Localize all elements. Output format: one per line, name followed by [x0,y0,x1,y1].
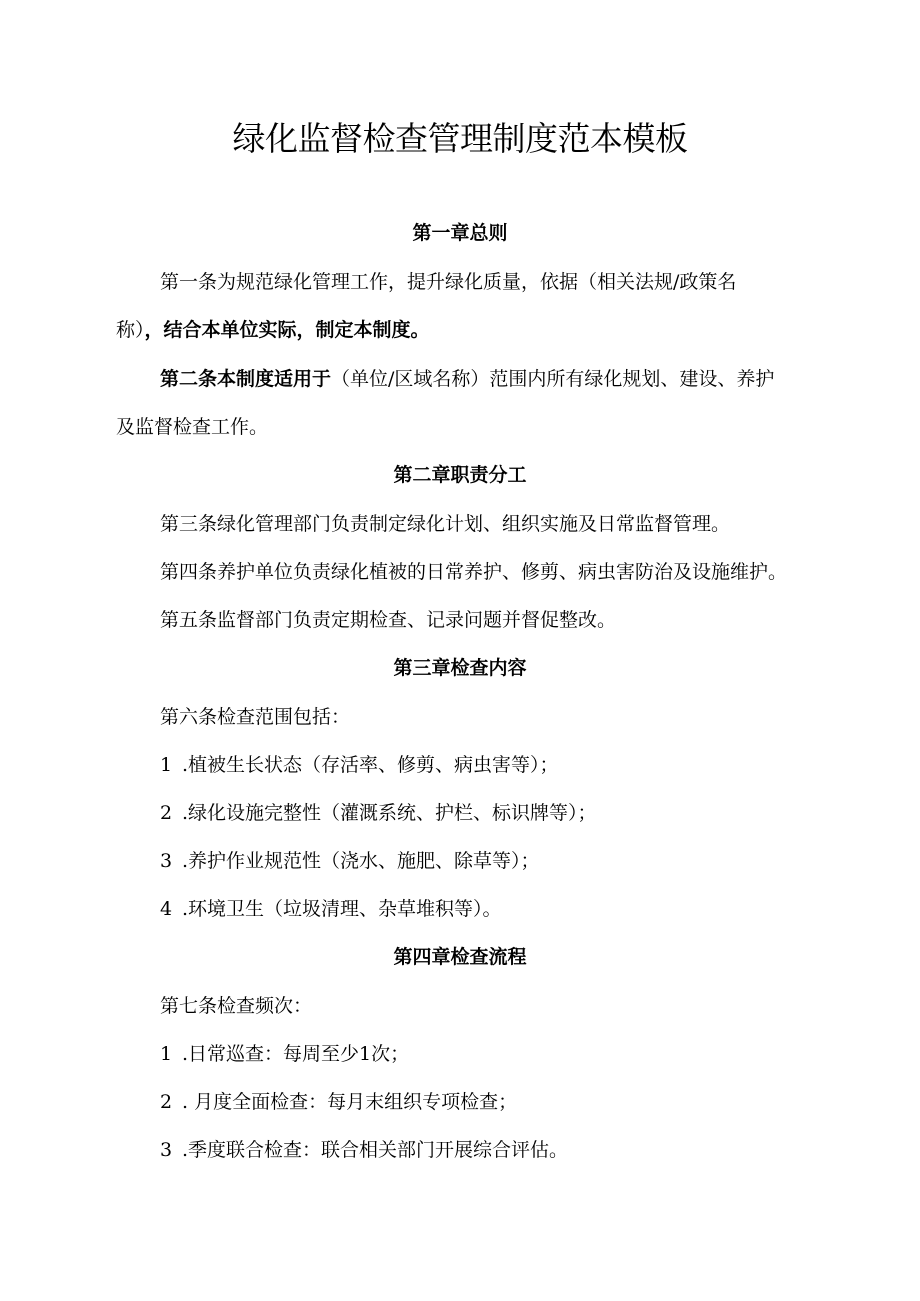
list-item-number: 3 [160,850,173,872]
list-item-text: .植被生长状态（存活率、修剪、病虫害等）； [182,754,559,776]
chapter-2-heading: 第二章职责分工 [393,464,527,486]
article-2-line-1 [160,365,774,393]
list-item [160,847,540,875]
article-7: 第七条检查频次： [160,995,313,1017]
chapter-4-heading: 第四章检查流程 [393,946,527,968]
list-item [160,1136,568,1164]
list-item [160,1040,409,1068]
article-1-line-1: 第一条为规范绿化管理工作，提升绿化质量，依据（相关法规/政策名 [160,271,737,293]
list-item-text: .季度联合检查：联合相关部门开展综合评估。 [182,1139,569,1161]
article-1-line-2-bold: ，结合本单位实际，制定本制度。 [144,319,430,341]
article-1-line-2-plain: 称） [116,319,145,341]
list-item-number: 1 [160,754,173,776]
article-2-line-2: 及监督检查工作。 [116,416,269,438]
list-item-text: .环境卫生（垃圾清理、杂草堆积等）。 [182,898,502,920]
article-3: 第三条绿化管理部门负责制定绿化计划、组织实施及日常监督管理。 [160,513,731,535]
list-item-text: .绿化设施完整性（灌溉系统、护栏、标识牌等）； [182,802,597,824]
list-item-text: .日常巡查：每周至少1次； [182,1043,410,1065]
list-item-text: . 月度全面检查：每月末组织专项检查； [182,1091,518,1113]
article-4: 第四条养护单位负责绿化植被的日常养护、修剪、病虫害防治及设施维护。 [160,561,788,583]
chapter-1-heading: 第一章总则 [412,222,508,244]
article-1-line-2 [116,316,430,344]
list-item [160,895,502,923]
list-item [160,751,559,779]
document-title: 绿化监督检查管理制度范本模板 [232,119,688,158]
article-2-bold-lead: 第二条本制度适用于 [160,368,332,390]
list-item-number: 3 [160,1139,173,1161]
chapter-3-heading: 第三章检查内容 [393,657,527,679]
article-6: 第六条检查范围包括： [160,706,351,728]
list-item-text: .养护作业规范性（浇水、施肥、除草等）； [182,850,540,872]
list-item-number: 2 [160,1091,173,1113]
list-item-number: 1 [160,1043,173,1065]
list-item [160,1088,517,1116]
list-item-number: 2 [160,802,173,824]
list-item-number: 4 [160,898,173,920]
article-5: 第五条监督部门负责定期检查、记录问题并督促整改。 [160,609,617,631]
article-2-line-1-rest: （单位/区域名称）范围内所有绿化规划、建设、养护 [331,368,775,390]
list-item [160,799,597,827]
